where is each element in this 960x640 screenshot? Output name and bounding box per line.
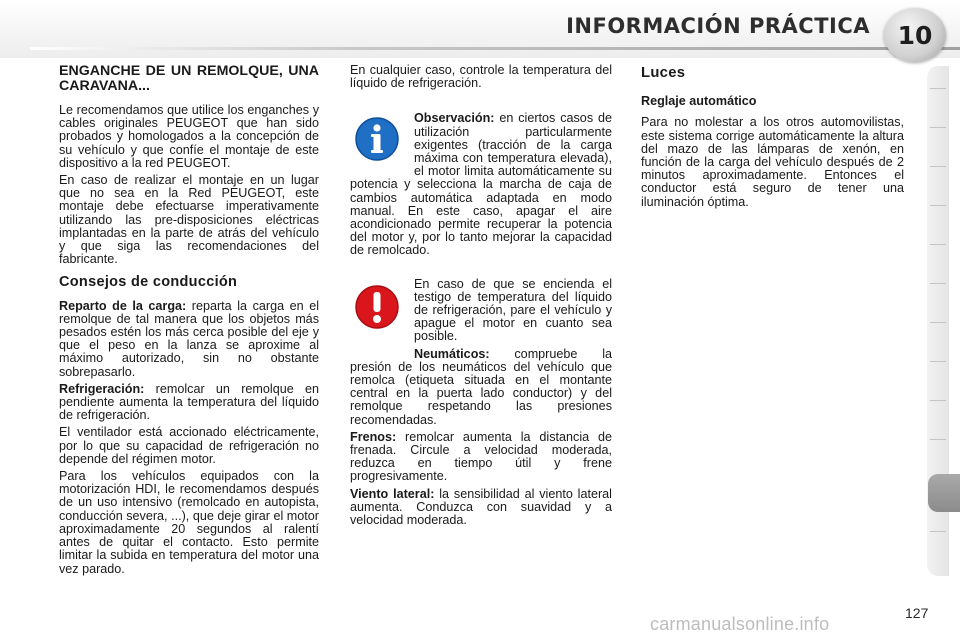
paragraph-auto-adjust: Para no molestar a los otros automovilistas, este sistema corrige automáticamente la altura del mazo de las lámparas de xenón, en función de la carga del vehículo después de 2 minutos aproximadamente. Entonces el conductor está seguro de tener una iluminación óptima. — [641, 115, 904, 209]
chapter-tab-divider — [930, 166, 946, 167]
warning-icon — [354, 284, 400, 330]
paragraph-brakes — [350, 431, 612, 484]
chapter-badge — [884, 8, 946, 62]
section-heading-trailer: ENGANCHE DE UN REMOLQUE, UNA CARAVANA... — [59, 63, 319, 94]
paragraph-coolant-check: En cualquier caso, controle la temperatura del líquido de refrigeración. — [350, 63, 612, 91]
page-title: INFORMACIÓN PRÁCTICA — [566, 14, 870, 38]
section-heading-driving-tips: Consejos de conducción — [59, 274, 238, 291]
info-icon — [354, 116, 400, 162]
term-cooling: Refrigeración: — [59, 381, 145, 396]
chapter-tab-divider — [930, 361, 946, 362]
paragraph-crosswind — [350, 488, 612, 528]
term-brakes: Frenos: — [350, 429, 397, 444]
watermark: carmanualsonline.info — [650, 614, 830, 634]
column-right — [641, 64, 904, 213]
term-observation: Observación: — [414, 111, 495, 126]
paragraph-temperature-warning: En caso de que se encienda el testigo de temperatura del líquido de refrigeración, pare el vehículo y apague el motor en cuanto sea posible. — [414, 276, 612, 344]
column-left — [59, 64, 319, 580]
column-middle — [350, 64, 612, 531]
paragraph-original-hitches: Le recomendamos que utilice los enganches y cables originales PEUGEOT que han sido probados y homologados a la concepción de su vehículo y que confíe el montaje de este dispositivo a la red PEUGEOT. — [59, 103, 319, 170]
chapter-tab-divider — [930, 127, 946, 128]
chapter-tab-divider — [930, 439, 946, 440]
info-note — [350, 112, 612, 257]
warning-note — [350, 278, 612, 344]
section-heading-lights: Luces — [641, 65, 686, 81]
chapter-tab-divider — [930, 244, 946, 245]
chapter-number: 10 — [897, 20, 933, 50]
chapter-tab-divider — [930, 400, 946, 401]
chapter-tab-divider — [930, 283, 946, 284]
text-brakes: remolcar aumenta la distancia de frenada. Circule a velocidad moderada, reduzca en tiempo útil y frene progresivamente. — [350, 429, 612, 484]
term-crosswind: Viento lateral: — [350, 486, 435, 501]
text-observation: en ciertos casos de utilización particularmente exigentes (tracción de la carga máxima con temperatura elevada), el motor limita automáticamente su potencia y selecciona la marcha de caja de cambios automática adaptada en modo manual. En este caso, apagar el aire acondicionado permite recuperar la potencia del motor y, por lo tanto mejorar la capacidad de remolcado. — [350, 111, 612, 258]
page-number: 127 — [905, 605, 929, 621]
term-tyres: Neumáticos: — [414, 346, 490, 361]
paragraph-tyres — [350, 348, 612, 427]
text-tyres: compruebe la presión de los neumáticos del vehículo que remolca (etiqueta situada en el montante central en la puerta lado conductor) y del remolque respetando las presiones recomendadas. — [350, 346, 612, 427]
subheading-auto-adjust: Reglaje automático — [641, 94, 757, 109]
paragraph-cooling — [59, 383, 319, 423]
chapter-tab-divider — [930, 322, 946, 323]
text-cooling: remolcar un remolque en pendiente aumenta la temperatura del líquido de refrigeración. — [59, 381, 319, 423]
header-rule — [30, 47, 960, 50]
chapter-tab-active[interactable] — [928, 474, 960, 512]
paragraph-fan: El ventilador está accionado eléctricamente, por lo que su capacidad de refrigeración no depende del régimen motor. — [59, 425, 319, 466]
chapter-tab-divider — [930, 205, 946, 206]
chapter-tab-divider — [930, 88, 946, 89]
text-crosswind: la sensibilidad al viento lateral aumenta. Conduzca con suavidad y a velocidad moderada. — [350, 486, 612, 528]
paragraph-installation: En caso de realizar el montaje en un lugar que no sea en la Red PEUGEOT, este montaje debe efectuarse imperativamente utilizando las pre-disposiciones eléctricas implantadas en la parte de atrás del vehículo y que siga las recomendaciones del fabricante. — [59, 173, 319, 267]
chapter-tab-divider — [930, 531, 946, 532]
term-load-distribution: Reparto de la carga: — [59, 298, 187, 313]
paragraph-hdi: Para los vehículos equipados con la motorización HDI, le recomendamos después de un uso intensivo (remolcado en autopista, conducción severa, ...), que deje girar el motor aproximadamente 20 segundos al ralentí antes de quitar el contacto. Esto permite limitar la subida en temperatura del motor una vez parado. — [59, 469, 319, 576]
text-load-distribution: reparta la carga en el remolque de tal manera que los objetos más pesados estén los más cerca posible del eje y que el peso en la lanza se aproxime al máximo autorizado, sin no obstante sobrepasarlo. — [59, 298, 319, 379]
paragraph-load-distribution — [59, 300, 319, 379]
